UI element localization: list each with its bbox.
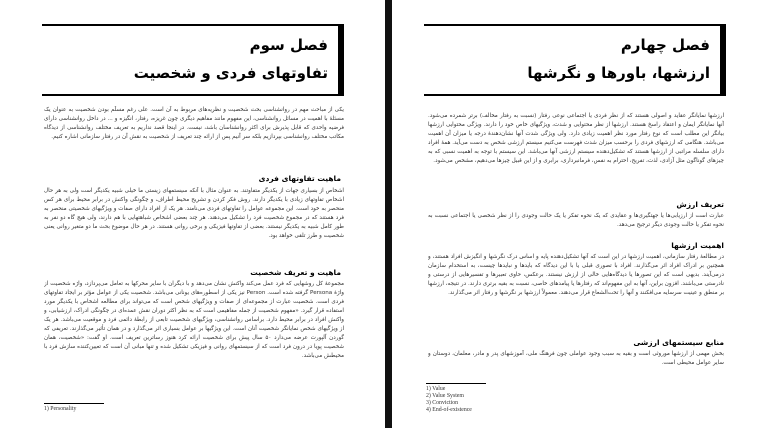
section-heading: منابع سیستمهای ارزشی — [633, 338, 724, 347]
chapter-header-box — [42, 24, 344, 96]
intro-paragraph: ارزشها نمایانگر عقاید و اصولی هستند که از نظر فردی یا اجتماعی نوعی رفتار (نسبت به رفتار مخالف) برتر شمرده می‌شود. آنها نمایانگر ایمان و اعتقاد راسخ هستند. ارزشها از نظر محتوایی و شدت، ویژگیهای خاص خود را دارند. ویژگی محتوایی ارزشها بیانگر این مطلب است که نوع رفتار مورد نظر اهمیت زیادی دارد. ولی ویژگی شدت آنها نشان‌دهندهٔ درجه یا میزان آن اهمیت می‌باشد. هنگامی که ارزشهای فردی را برحسب میزان شدت فهرست می‌کنیم سیستم ارزشی شخص به دست می‌آید. همهٔ افراد دارای سلسله مراتبی از ارزشها هستند که تشکیل‌دهنده سیستم ارزشی آنها می‌باشد. این سیستم با توجه به اهمیت نسبی که به چیزهای گوناگون مثل آزادی، لذت، تفریح، احترام به نفس، فرمانبرداری، برابری و از این قبیل چیزها می‌دهیم، مشخص می‌شود. — [428, 113, 724, 164]
footnote: 2) Value System — [426, 393, 464, 399]
section-heading: اهمیت ارزشها — [671, 241, 724, 250]
chapter-header-bar — [338, 24, 344, 96]
chapter-subtitle: تفاوتهای فردی و شخصیت — [133, 64, 328, 82]
footnote: 1) Personality — [44, 406, 77, 412]
section-heading: ماهیت و تعریف شخصیت — [250, 268, 341, 277]
chapter-header-bar — [720, 24, 726, 96]
right-page — [392, 0, 768, 428]
chapter-header-box — [424, 24, 726, 96]
footnote: 4) End-of-existence — [426, 407, 472, 413]
footnote-rule — [44, 403, 104, 404]
section-paragraph: در مطالعهٔ رفتار سازمانی، اهمیت ارزشها در این است که آنها تشکیل‌دهنده پایه و اساس درک نگرشها و انگیزش افراد هستند، و همچنین بر ادراک افراد اثر می‌گذارند. افراد با تصوری قبلی یا با این دیدگاه که بایدها و نبایدها چیست، به استخدام سازمان درمی‌آیند. بدیهی است که این تصورها یا دیدگاه‌هایی خالی از ارزش نیستند. برعکس، حاوی تعبیرها و تفسیرهایی از درستی و نادرستی می‌باشند. افزون براین، آنها به این مفهوم‌اند که رفتارها یا پیامدهای خاصی، نسبت به بقیه برتری دارند. در نتیجه، ارزشها بر منطق و عینیت سرسایه می‌افکنند و آنها را تحت‌الشعاع قرار می‌دهند. معمولاً ارزشها بر نگرشها و رفتار اثر می‌گذارند. — [428, 254, 724, 296]
chapter-title: فصل چهارم — [620, 36, 710, 54]
section-paragraph: اشخاص از بسیاری جهات از یکدیگر متفاوتند. به عنوان مثال با آنکه سیستمهای زیستی ما خیلی شبیه یکدیگر است ولی به هر حال اشخاص تفاوتهای زیادی با یکدیگر دارند. روش فکر کردن و تشریح محیط اطراف، و چگونگی واکنش در برابر محیط برای هر کس منحصر به خود است. این مجموعه عوامل را تفاوتهای فردی می‌نامند. هر یک از افراد دارای صفات و ویژگیهای شخصیتی منحصر به فرد هستند که در مجموع شخصیت فرد را تشکیل می‌دهند. هر چند بعضی اشخاص شباهتهایی با هم دارند، ولی هیچ گاه دو نفر به طور کامل شبیه به یکدیگر نیستند. بعضی از تفاوتها فیزیکی و برخی روانی هستند. در هر حال موضوع بحث ما دو متغیر روانی یعنی شخصیت و طرز تلقی خواهد بود. — [44, 188, 344, 239]
section-heading: تعریف ارزش — [676, 200, 724, 209]
footnote: 3) Conviction — [426, 400, 459, 406]
chapter-title: فصل سوم — [249, 36, 328, 54]
chapter-subtitle: ارزشها، باورها و نگرشها — [527, 64, 710, 82]
section-paragraph: مجموعهٔ کل روشهایی که فرد عمل می‌کند واکنش نشان می‌دهد و با دیگران با سایر محرکها به تعامل می‌پردازد، واژه شخصیت از واژهٔ Persona گرفته شده است. Person نیز یکی از اسطوره‌های یونانی می‌باشد. شخصیت یکی از عوامل مؤثر بر ایجاد تفاوتهای فردی است. شخصیت عبارت از مجموعه‌ای از صفات و ویژگیهای شخص است که می‌تواند برای مطالعه اشخاص با یکدیگر مورد استفاده قرار گیرد. «مفهوم شخصیت از جمله مفاهیمی است که به نظر اکثر دوران نقش عمده‌ای در چگونگی ادراک، ارزشیابی، و واکنش افراد در برابر محیط دارد. براساس روانشناسی، ویژگیهای شخصیت تابعی از رابطهٔ دائمی فرد و موقعیت می‌باشد. هر یک از ویژگیهای شخص نمایانگر شخصیت آنان است. این ویژگیها بر عوامل بسیاری اثر می‌گذارد و در همان تأثیر می‌گذارند. تعریفی که گوردن آلپورت عرضه می‌دارد ۵۰ سال پیش برای شخصیت ارائه کرد هنوز رسا‌ترین تعریف است. او گفت: «شخصیت، همان شخصیت پویا در درون فرد است که از سیستمهای روانی و فیزیکی تشکیل شده و تنها مبانی آن است که تعیین‌کننده سازش فرد با محیطش می‌باشد. — [44, 281, 344, 359]
section-heading: ماهیت تفاوتهای فردی — [258, 174, 341, 183]
footnote: 1) Value — [426, 386, 446, 392]
page-gutter — [385, 0, 392, 428]
section-paragraph: عبارت است از ارزیابی‌ها یا جهتگیری‌ها و عقایدی که یک نحوه تفکر یا یک حالت وجودی را از نظر شخصی یا اجتماعی نسبت به نحوه تفکر یا حالت وجودی دیگر ترجیح می‌دهد. — [428, 213, 724, 228]
footnote-rule — [426, 383, 486, 384]
section-paragraph: بخش مهمی از ارزشها موروثی است و بقیه به سبب وجود عواملی چون فرهنگ ملی، آموزشهای پدر و مادر، معلمان، دوستان و سایر عوامل محیطی است. — [428, 351, 724, 366]
intro-paragraph: یکی از مباحث مهم در روانشناسی بحث شخصیت و نظریه‌های مربوط به آن است. علی رغم مسلّم بودن شخصیت به عنوان یک مسئلهٔ با اهمیت در مسائل روانشناسی، این مفهوم مانند مفاهیم دیگری چون غریزه، رفتار، انگیزه و ... در داخل روانشناسی دارای فرضیه واحدی که قابل پذیرش برای اکثر روانشناسان باشد، نیست. در اینجا قصد نداریم به تعریف مختلف روانشناسی از دیدگاه مکاتب مختلف روانشناسی بپردازیم بلکه سر آنیم پس از ارائه چند تعریف از شخصیت به نقش آن در رفتار سازمانی اشاره کنیم. — [44, 107, 344, 140]
